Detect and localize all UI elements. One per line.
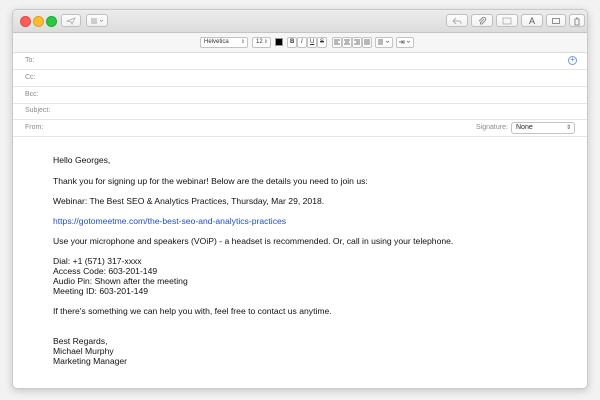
subject-row[interactable] [13,103,587,120]
delete-button[interactable] [569,14,585,27]
justify-button[interactable] [362,37,372,48]
chevron-updown-icon: ⇕ [565,125,571,131]
subject-label: Subject: [25,107,51,114]
align-right-icon [353,38,361,47]
font-size-select[interactable] [252,37,271,48]
align-center-icon [343,38,351,47]
bcc-row[interactable] [13,87,587,104]
mail-compose-window [12,9,588,389]
signature-value: None [516,124,533,131]
window-icon [551,17,561,25]
header-fields-button[interactable] [86,14,108,27]
bulleted-list-icon [376,38,392,47]
zoom-window-button[interactable] [46,16,57,27]
audio-pin-line: Audio Pin: Shown after the meeting [53,276,188,286]
send-button[interactable] [61,14,81,27]
to-label: To: [25,57,35,64]
font-icon: A [528,16,535,26]
font-size-value: 12 [256,39,263,45]
font-family-select[interactable] [200,37,248,48]
attach-icon [477,17,487,26]
dial-line: Dial: +1 (571) 317-xxxx [53,256,142,266]
cc-label: Cc: [25,74,36,81]
sender-name: Michael Murphy [53,346,114,356]
closing-line: Best Regards, [53,336,108,346]
attach-button[interactable] [471,14,493,27]
font-family-value: Helvetica [204,39,229,45]
font-button[interactable] [521,14,543,27]
bold-icon: B [290,39,295,45]
plus-circle-icon[interactable]: + [568,56,577,65]
access-code-line: Access Code: 603-201-149 [53,266,158,276]
align-center-button[interactable] [342,37,352,48]
to-row[interactable] [13,53,587,70]
strikethrough-icon: S [320,39,325,45]
trash-icon [573,17,581,26]
new-window-button[interactable] [546,14,566,27]
sender-title: Marketing Manager [53,356,128,366]
help-paragraph: If there's something we can help you with, feel free to contact us anytime. [53,306,332,316]
webinar-link[interactable]: https://gotomeetme.com/the-best-seo-and-analytics-practices [53,216,287,226]
justify-icon [363,38,371,47]
webinar-line: Webinar: The Best SEO & Analytics Practices, Thursday, Mar 29, 2018. [53,196,325,206]
photo-icon [502,17,512,25]
cc-row[interactable] [13,70,587,87]
reply-button[interactable] [446,14,468,27]
text-color-swatch[interactable] [275,38,283,46]
chevron-updown-icon: ⇕ [240,39,245,45]
list-format-button[interactable] [375,37,393,48]
italic-icon: I [301,39,303,45]
meeting-id-line: Meeting ID: 603-201-149 [53,286,149,296]
align-left-icon [333,38,341,47]
bold-button[interactable] [287,37,297,48]
audio-paragraph: Use your microphone and speakers (VOiP) - a headset is recommended. Or, call in using your telephone. [53,236,454,246]
align-left-button[interactable] [332,37,342,48]
minimize-window-button[interactable] [33,16,44,27]
align-right-button[interactable] [352,37,362,48]
italic-button[interactable] [297,37,307,48]
from-label: From: [25,124,44,131]
intro-paragraph: Thank you for signing up for the webinar! Below are the details you need to join us: [53,176,368,186]
from-row [13,120,587,137]
signature-select[interactable] [511,122,575,134]
strikethrough-button[interactable] [317,37,327,48]
indent-icon [397,38,413,47]
signature-label: Signature: [476,124,508,131]
indent-button[interactable] [396,37,414,48]
list-icon [90,17,104,25]
photo-browser-button[interactable] [496,14,518,27]
toolbar [13,10,587,33]
format-bar [13,33,587,53]
greeting: Hello Georges, [53,155,111,165]
close-window-button[interactable] [20,16,31,27]
underline-button[interactable] [307,37,317,48]
underline-icon: U [310,39,315,45]
send-icon [66,17,76,25]
reply-icon [452,17,462,25]
bcc-label: Bcc: [25,91,39,98]
chevron-updown-icon: ⇕ [263,39,268,45]
